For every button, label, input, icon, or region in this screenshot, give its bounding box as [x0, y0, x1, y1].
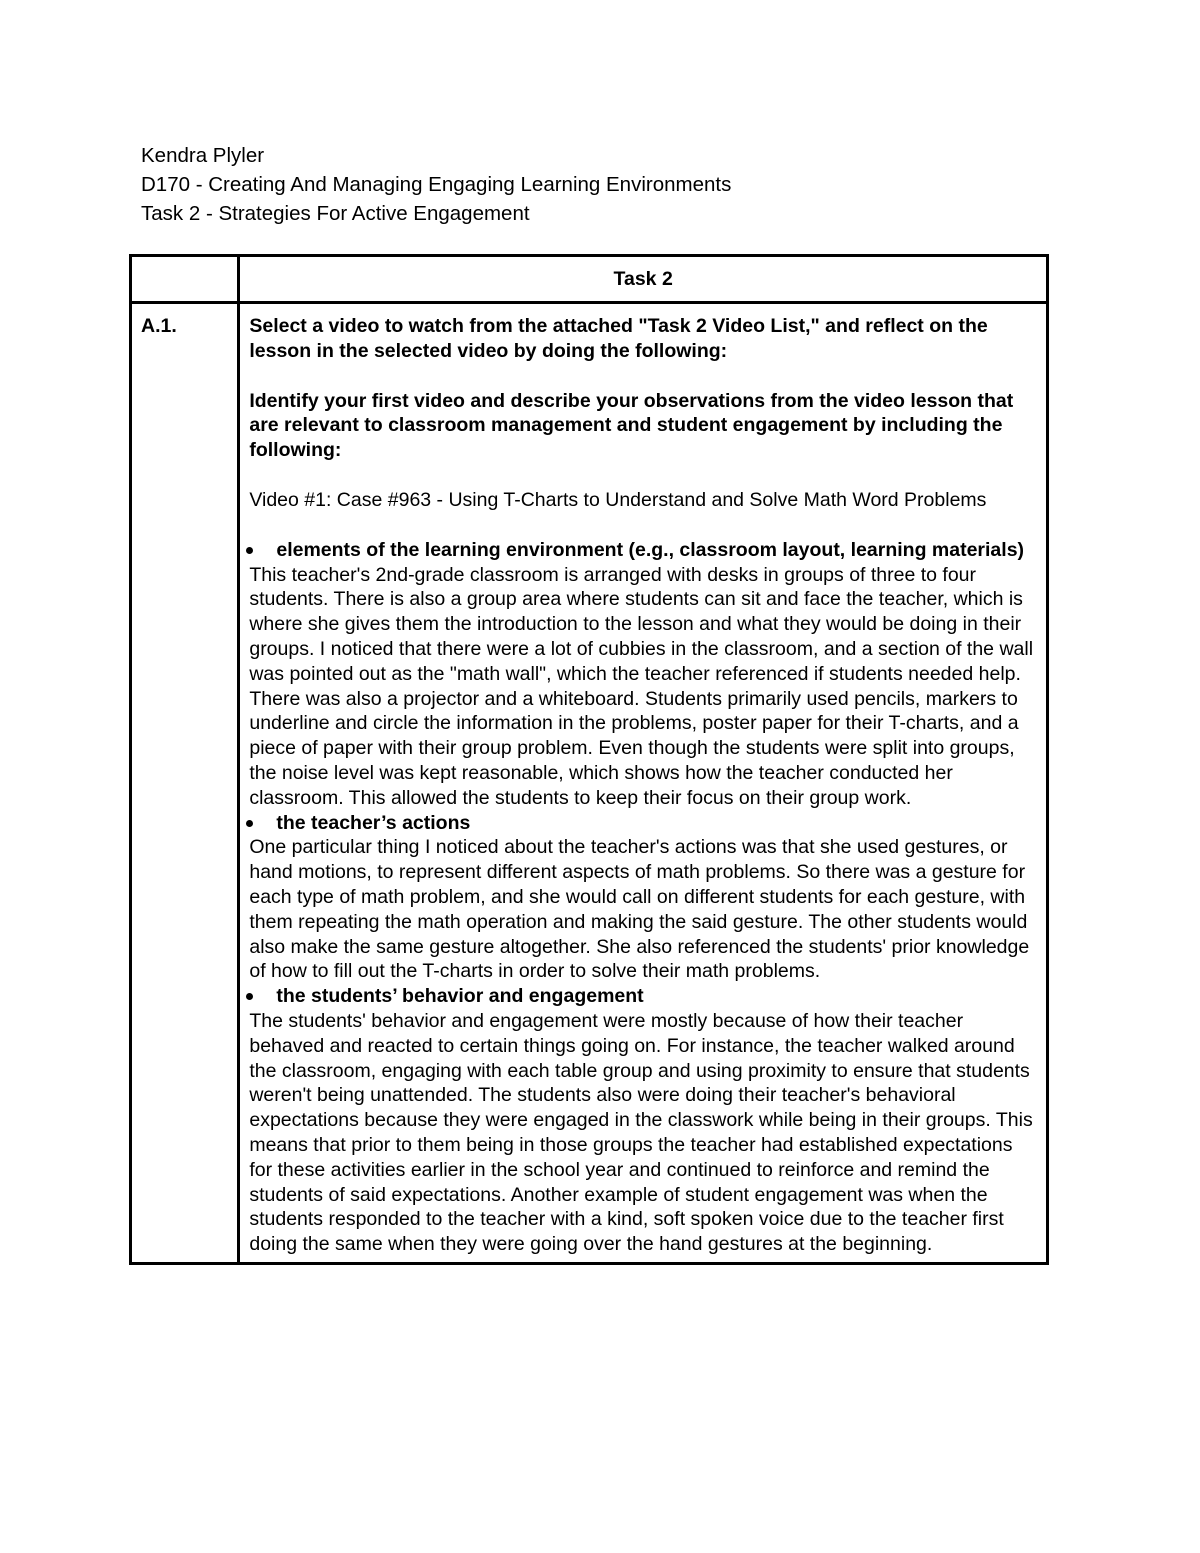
section-heading-student-behavior: the students’ behavior and engagement [249, 984, 1034, 1009]
section-body-environment: This teacher's 2nd-grade classroom is arranged with desks in groups of three to four students. There is also a group area where students can sit and face the teacher, which is where she gives them the introduction to the lesson and what they would be doing in their groups. I noticed that there were a lot of cubbies in the classroom, and a section of the wall was pointed out as the "math wall", which the teacher referenced if students needed help. There was also a projector and a whiteboard. Students primarily used pencils, markers to underline and circle the information in the problems, poster paper for their T-charts, and a piece of paper with their group problem. Even though the students were split into groups, the noise level was kept reasonable, which shows how the teacher conducted her classroom. This allowed the students to keep their focus on their group work. [249, 563, 1034, 809]
table-header-row [131, 256, 1048, 303]
row-content [239, 303, 1048, 1264]
task-table [129, 254, 1049, 1265]
section-body-teacher-actions: One particular thing I noticed about the teacher's actions was that she used gestures, or hand motions, to represent different aspects of math problems. So there was a gesture for each type of math problem, and she would call on different students for each gesture, with them repeating the math operation and making the said gesture. The other students would also make the same gesture altogether. She also referenced the students' prior knowledge of how to fill out the T-charts in order to solve their math problems. [249, 836, 1030, 983]
section-heading-teacher-actions: the teacher’s actions [249, 811, 1034, 836]
document-header [141, 141, 731, 228]
table-row [131, 303, 1048, 1264]
bullet-icon [246, 993, 253, 1000]
prompt-text: Select a video to watch from the attached "Task 2 Video List," and reflect on the lesson in the selected video by doing the following: [249, 315, 988, 362]
task-title: Task 2 - Strategies For Active Engagement [141, 202, 530, 225]
section-heading-environment: elements of the learning environment (e.g., classroom layout, learning materials) [249, 538, 1034, 563]
bullet-icon [246, 547, 253, 554]
row-label: A.1. [131, 303, 239, 1264]
instruction-text: Identify your first video and describe your observations from the video lesson that are relevant to classroom management and student engagement by including the following: [249, 389, 1014, 462]
author-name: Kendra Plyler [141, 144, 265, 167]
header-title-cell: Task 2 [239, 256, 1048, 303]
bullet-icon [246, 820, 253, 827]
course-title: D170 - Creating And Managing Engaging Learning Environments [141, 173, 732, 196]
header-label-cell [131, 256, 239, 303]
section-body-student-behavior: The students' behavior and engagement were mostly because of how their teacher behaved and reacted to certain things going on. For instance, the teacher walked around the classroom, engaging with each table group and using proximity to ensure that students weren't being unattended. The students also were doing their teacher's behavioral expectations because they were engaged in the classwork while being in their groups. This means that prior to them being in those groups the teacher had established expectations for these activities earlier in the school year and continued to reinforce and remind the students of said expectations. Another example of student engagement was when the students responded to the teacher with a kind, soft spoken voice due to the teacher first doing the same when they were going over the hand gestures at the beginning. [249, 1009, 1033, 1256]
video-title: Video #1: Case #963 - Using T-Charts to Understand and Solve Math Word Problems [249, 488, 987, 511]
